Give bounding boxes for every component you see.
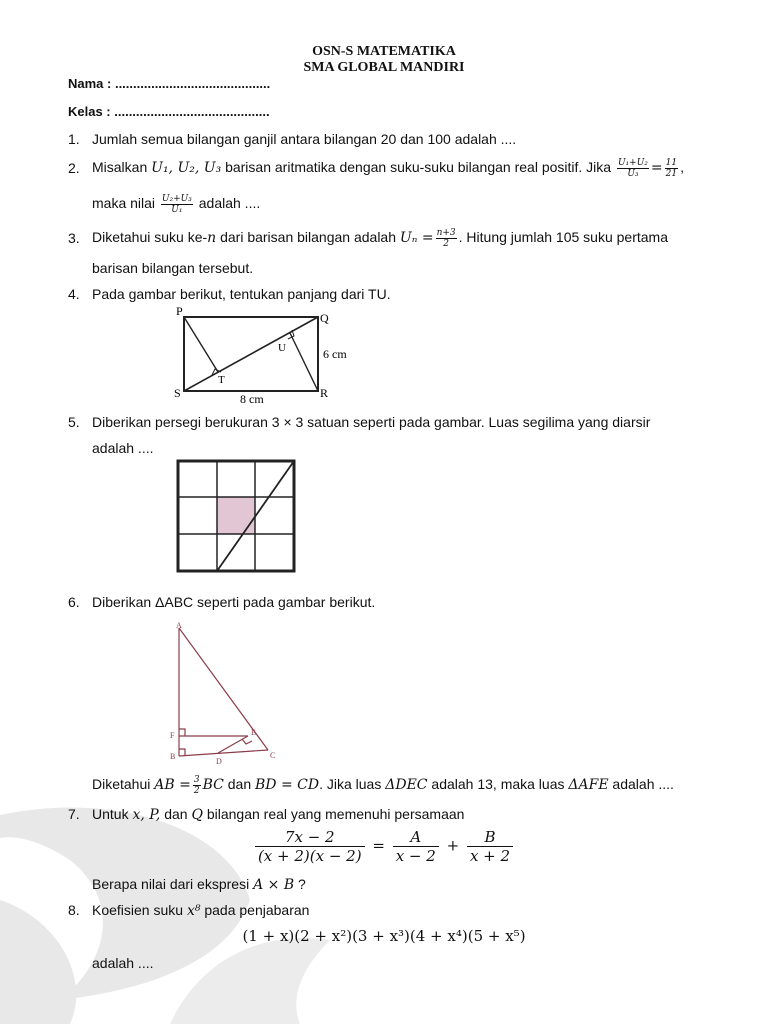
fraction: $\frac{11}{21}$ xyxy=(665,157,678,179)
question-5-line-1: Diberikan persegi berukuran 3 × 3 satuan seperti pada gambar. Luas segilima yang diarsir xyxy=(92,414,651,430)
label-p: P xyxy=(176,305,183,318)
question-5-line-2: adalah .... xyxy=(92,440,154,456)
label-s: S xyxy=(174,386,181,400)
label-a: A xyxy=(176,621,182,630)
question-2-line-1: Misalkan U₁, U₂, U₃ barisan aritmatika dengan suku-suku bilangan real positif. Jika $\frac{\text{U₁+U₂}}{\text{U₃}}$ = $\frac{11}{21}$ , xyxy=(92,157,684,179)
grid-figure xyxy=(176,459,298,573)
header-school: SMA GLOBAL MANDIRI xyxy=(303,60,465,75)
question-7-text: Untuk x, P, dan Q bilangan real yang memenuhi persamaan xyxy=(92,806,465,823)
label-f: F xyxy=(170,731,175,740)
label-u: U xyxy=(278,342,286,354)
question-2-line-2: maka nilai $\frac{\text{U₂+U₃}}{\text{U₁}}$ adalah .... xyxy=(92,193,261,215)
question-6-text: Diberikan ΔABC seperti pada gambar berikut. xyxy=(92,594,376,610)
label-c: C xyxy=(270,751,276,760)
question-6-statement: Diketahui AB = $\frac{3}{2}$ BC dan BD = CD. Jika luas ΔDEC adalah 13, maka luas ΔAFE adalah .... xyxy=(92,774,674,796)
rectangle-figure xyxy=(170,305,360,405)
fraction: $\frac{\text{U₁+U₂}}{\text{U₃}}$ xyxy=(617,157,648,179)
expression-8: (1 + x)(2 + x²)(3 + x³)(4 + x⁴)(5 + x⁵) xyxy=(242,927,526,945)
question-3-line-1: Diketahui suku ke-n dari barisan bilangan adalah Uₙ = $\frac{n+3}{2}$ . Hitung jumlah 105 suku pertama xyxy=(92,227,668,249)
class-field[interactable]: Kelas : ........................................... xyxy=(68,104,270,119)
equation-7: $\frac{7x - 2}{(x + 2)(x - 2)}$ = $\frac{A}{x - 2}$ + $\frac{B}{x + 2}$ xyxy=(0,828,768,865)
label-bottom: 8 cm xyxy=(240,392,264,405)
question-number: 5. xyxy=(68,414,80,430)
header-title: OSN-S MATEMATIKA xyxy=(312,44,456,59)
question-8-end: adalah .... xyxy=(92,955,154,971)
question-number: 8. xyxy=(68,902,80,918)
label-side: 6 cm xyxy=(323,347,347,361)
question-number: 6. xyxy=(68,594,80,610)
question-7-ask: Berapa nilai dari ekspresi A × B ? xyxy=(92,876,306,893)
fraction: $\frac{\text{U₂+U₃}}{\text{U₁}}$ xyxy=(161,193,192,215)
question-number: 1. xyxy=(68,131,80,147)
name-field[interactable]: Nama : ........................................... xyxy=(68,76,271,91)
label-d: D xyxy=(216,757,222,766)
label-t: T xyxy=(218,374,225,386)
question-number: 3. xyxy=(68,230,80,246)
label-e: E xyxy=(251,728,256,737)
triangle-figure xyxy=(166,618,286,766)
label-b: B xyxy=(170,752,176,761)
question-number: 2. xyxy=(68,160,80,176)
question-8-text: Koefisien suku x⁸ pada penjabaran xyxy=(92,902,310,919)
label-q: Q xyxy=(320,311,329,325)
fraction: $\frac{3}{2}$ xyxy=(193,774,200,796)
question-number: 4. xyxy=(68,286,80,302)
question-4-text: Pada gambar berikut, tentukan panjang dari TU. xyxy=(92,286,391,302)
label-r: R xyxy=(320,386,329,400)
fraction: $\frac{n+3}{2}$ xyxy=(436,227,456,249)
question-3-line-2: barisan bilangan tersebut. xyxy=(92,260,254,276)
question-number: 7. xyxy=(68,806,80,822)
question-1-text: Jumlah semua bilangan ganjil antara bilangan 20 dan 100 adalah .... xyxy=(92,131,517,147)
